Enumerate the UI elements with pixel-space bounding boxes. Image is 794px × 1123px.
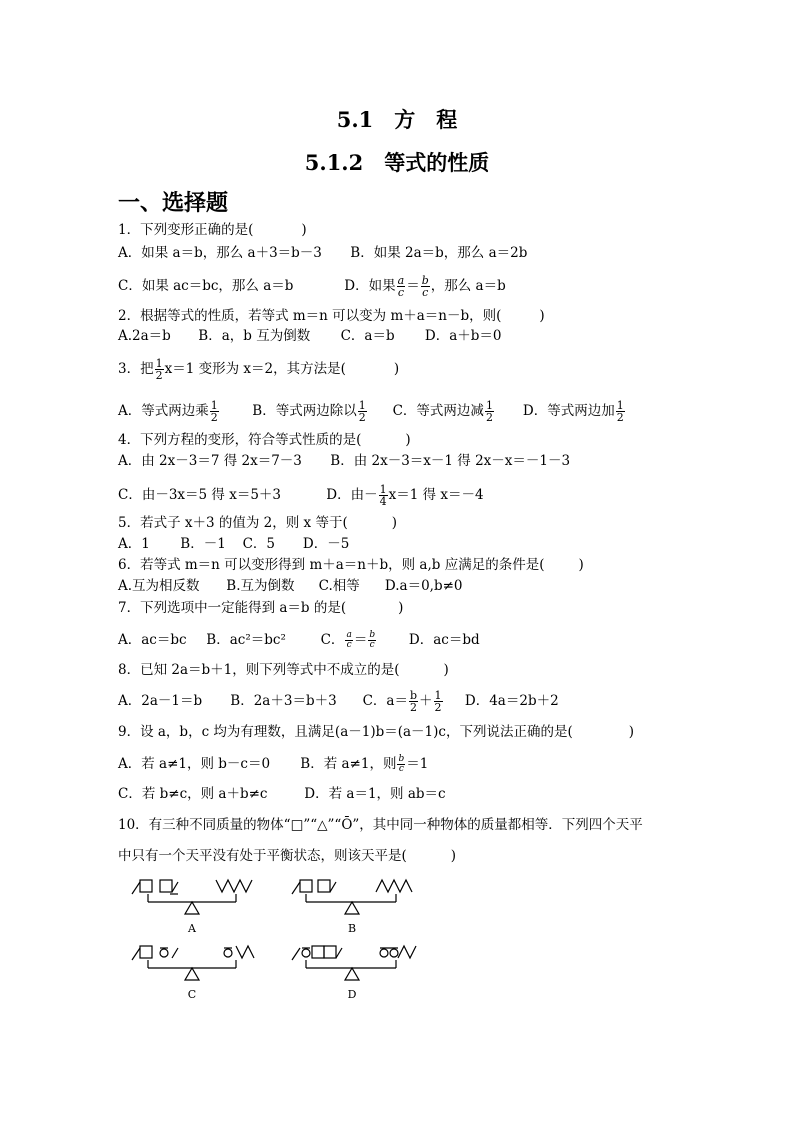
scale-c-label: C	[187, 988, 197, 1001]
q2-option-c: C．a＝b	[340, 328, 395, 344]
section-heading: 一、选择题	[118, 190, 229, 216]
question-8-options	[118, 690, 559, 713]
q2-option-a: A.2a＝b	[118, 328, 171, 344]
question-2-stem: 2．根据等式的性质，若等式 m＝n 可以变为 m＋a＝n－b，则( )	[118, 308, 545, 324]
q7-option-c: C． $\frac{a}{c}$ ＝ $\frac{b}{c}$	[320, 630, 376, 650]
q6-option-d: D.a＝0,b≠0	[384, 578, 463, 594]
question-8-stem: 8．已知 2a＝b＋1，则下列等式中不成立的是( )	[118, 662, 449, 678]
q9-option-d: D．若 a＝1，则 ab＝c	[304, 786, 446, 802]
scale-a	[132, 880, 252, 914]
scale-b-label: B	[347, 922, 357, 935]
q8-option-c: C．a＝ $\frac{b}{2}$ ＋ $\frac{1}{2}$	[362, 689, 442, 714]
question-3-options	[118, 400, 626, 423]
scale-d-label: D	[347, 988, 357, 1001]
scale-b	[292, 880, 412, 914]
q9-option-b: B．若 a≠1，则 $\frac{b}{c}$ ＝1	[300, 754, 429, 774]
question-10-line1: 10．有三种不同质量的物体“□”“△”“Ō”，其中同一种物体的质量都相等．下列四个天平	[118, 817, 643, 833]
question-6-stem: 6．若等式 m＝n 可以变形得到 m＋a＝n＋b，则 a,b 应满足的条件是( )	[118, 557, 584, 573]
q5-option-c: C．5	[242, 536, 276, 552]
question-9-stem: 9．设 a，b，c 均为有理数，且满足(a－1)b＝(a－1)c，下列说法正确的是( )	[118, 724, 635, 740]
question-4-options-cd	[118, 484, 484, 507]
question-4-options-ab	[118, 453, 570, 469]
question-1-options-cd	[118, 275, 506, 298]
q8-option-a: A．2a－1＝b	[118, 693, 203, 709]
q4-option-a: A．由 2x－3＝7 得 2x＝7－3	[118, 453, 302, 469]
fraction: $\frac{b}{c}$	[421, 274, 429, 299]
q2-option-d: D．a＋b＝0	[424, 328, 502, 344]
q6-option-a: A.互为相反数	[118, 578, 200, 594]
q6-option-c: C.相等	[318, 578, 360, 594]
q7-option-d: D．ac＝bd	[408, 632, 480, 648]
q3-option-c: C．等式两边减 $\frac{1}{2}$	[392, 399, 493, 424]
q9-option-c: C．若 b≠c，则 a＋b≠c	[118, 786, 268, 802]
q8-option-d: D．4a＝2b＋2	[464, 693, 559, 709]
q1-option-b: B．如果 2a＝b，那么 a＝2b	[350, 245, 528, 261]
question-6-options	[118, 578, 463, 594]
q5-option-d: D．－5	[302, 536, 350, 552]
question-9-options-cd	[118, 786, 446, 802]
q1-option-d: D．如果 $\frac{a}{c}$ ＝ $\frac{b}{c}$ ，那么 a＝b	[344, 274, 506, 299]
q3-option-b: B．等式两边除以 $\frac{1}{2}$	[252, 399, 366, 424]
q1-option-c: C．如果 ac＝bc，那么 a＝b	[118, 278, 294, 294]
scale-a-label: A	[188, 922, 196, 935]
lesson-title: 5.1.2 等式的性质	[304, 150, 490, 175]
q3-option-d: D．等式两边加 $\frac{1}{2}$	[522, 399, 624, 424]
q7-option-a: A．ac＝bc	[118, 632, 187, 648]
q5-option-a: A．1	[118, 536, 150, 552]
question-1-options-ab	[118, 245, 527, 261]
q4-option-c: C．由－3x＝5 得 x＝5＋3	[118, 487, 281, 503]
question-3-stem: 3．把 $\frac{1}{2}$ x＝1 变形为 x＝2，其方法是( )	[118, 357, 400, 382]
question-10-line2: 中只有一个天平没有处于平衡状态，则该天平是( )	[118, 848, 457, 864]
scale-d	[292, 946, 416, 980]
scale-c	[132, 946, 254, 980]
q2-option-b: B．a，b 互为倒数	[198, 328, 311, 344]
q5-option-b: B．－1	[180, 536, 226, 552]
q7-option-b: B．ac²＝bc²	[206, 632, 286, 648]
question-7-stem: 7．下列选项中一定能得到 a＝b 的是( )	[118, 600, 404, 616]
fraction: $\frac{1}{2}$	[155, 357, 163, 382]
question-7-options	[118, 631, 480, 650]
q6-option-b: B.互为倒数	[226, 578, 295, 594]
question-2-options	[118, 328, 502, 344]
question-5-stem: 5．若式子 x＋3 的值为 2，则 x 等于( )	[118, 515, 397, 531]
balance-scales-figure	[130, 874, 430, 1006]
q8-option-b: B．2a＋3＝b＋3	[230, 693, 337, 709]
q1-option-a: A．如果 a＝b，那么 a＋3＝b－3	[118, 245, 322, 261]
question-4-stem: 4．下列方程的变形，符合等式性质的是( )	[118, 432, 411, 448]
q4-option-d: D．由－ $\frac{1}{4}$ x＝1 得 x＝－4	[326, 483, 484, 508]
question-9-options-ab	[118, 755, 428, 774]
fraction: $\frac{a}{c}$	[397, 274, 405, 299]
q4-option-b: B．由 2x－3＝x－1 得 2x－x＝－1－3	[330, 453, 571, 469]
question-1-stem: 1．下列变形正确的是( )	[118, 222, 307, 238]
question-5-options	[118, 536, 349, 552]
q3-option-a: A．等式两边乘 $\frac{1}{2}$	[118, 399, 218, 424]
chapter-title: 5.1 方 程	[336, 107, 458, 132]
q9-option-a: A．若 a≠1，则 b－c＝0	[118, 756, 271, 772]
